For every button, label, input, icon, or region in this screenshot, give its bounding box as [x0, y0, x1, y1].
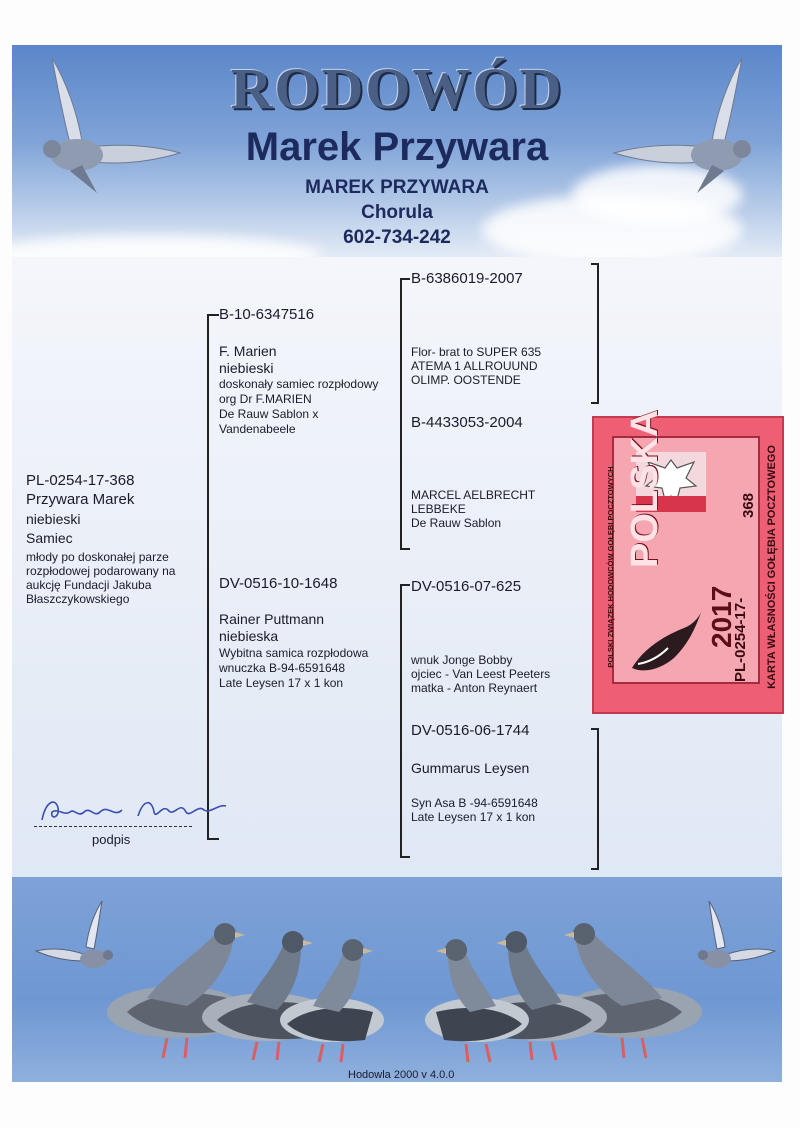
sd-ring: B-4433053-2004 — [411, 414, 523, 431]
tree-line — [591, 728, 599, 730]
sire-note: De Rauw Sablon x — [219, 407, 319, 421]
signature-line — [34, 826, 192, 827]
signature-icon — [38, 790, 238, 830]
card-ring-number: 368 — [740, 492, 757, 518]
bird-color: niebieski — [26, 511, 81, 527]
dam-ring: DV-0516-10-1648 — [219, 575, 338, 592]
dd-note: Late Leysen 17 x 1 kon — [411, 810, 536, 824]
dd-name: Gummarus Leysen — [411, 760, 530, 776]
tree-line — [597, 728, 599, 870]
dam-note: Late Leysen 17 x 1 kon — [219, 676, 344, 690]
tree-line — [591, 402, 599, 404]
ss-note: OLIMP. OOSTENDE — [411, 373, 521, 387]
owner-phone: 602-734-242 — [343, 227, 451, 248]
bird-note: młody po doskonałej parze — [26, 550, 169, 564]
bird-sex: Samiec — [26, 530, 73, 546]
ds-note: matka - Anton Reynaert — [411, 681, 538, 695]
sire-color: niebieski — [219, 360, 274, 376]
sire-note: Vandenabeele — [219, 422, 296, 436]
dam-note: wnuczka B-94-6591648 — [219, 661, 346, 675]
ds-ring: DV-0516-07-625 — [411, 578, 522, 595]
tree-line — [597, 263, 599, 404]
sd-note: LEBBEKE — [411, 502, 466, 516]
pigeon-group-icon — [67, 902, 387, 1067]
bird-note: rozpłodowej podarowany na — [26, 564, 176, 578]
sd-note: De Rauw Sablon — [411, 516, 502, 530]
sire-ring: B-10-6347516 — [219, 306, 315, 323]
ss-ring: B-6386019-2007 — [411, 270, 523, 287]
ss-note: Flor- brat to SUPER 635 — [411, 345, 542, 359]
tree-line — [207, 314, 209, 840]
ss-note: ATEMA 1 ALLROUUND — [411, 359, 538, 373]
sire-note: org Dr F.MARIEN — [219, 392, 312, 406]
sire-name: F. Marien — [219, 343, 277, 359]
card-title-side: KARTA WŁASNOŚCI GOŁĘBIA POCZTOWEGO — [766, 445, 778, 689]
card-year: 2017 — [706, 585, 737, 648]
card-ring-prefix: PL-0254-17- — [732, 597, 749, 682]
tree-line — [591, 263, 599, 265]
software-version: Hodowla 2000 v 4.0.0 — [348, 1069, 455, 1081]
bird-ring: PL-0254-17-368 — [26, 472, 135, 489]
dam-name: Rainer Puttmann — [219, 611, 325, 627]
tree-line — [400, 548, 410, 550]
owner-name: Marek Przywara — [245, 125, 549, 169]
dam-note: Wybitna samica rozpłodowa — [219, 646, 369, 660]
dd-ring: DV-0516-06-1744 — [411, 722, 530, 739]
card-inner — [612, 409, 760, 684]
tree-line — [400, 584, 410, 586]
bird-name: Przywara Marek — [26, 491, 135, 508]
ds-note: ojciec - Van Leest Peeters — [411, 667, 551, 681]
ds-note: wnuk Jonge Bobby — [411, 653, 513, 667]
tree-line — [400, 584, 402, 858]
pigeon-silhouette-icon — [624, 608, 704, 680]
header-banner — [12, 45, 782, 257]
sire-note: doskonały samiec rozpłodowy — [219, 377, 379, 391]
page-title: RODOWÓD — [230, 56, 564, 121]
tree-line — [207, 838, 219, 840]
dd-note: Syn Asa B -94-6591648 — [411, 796, 538, 810]
owner-city: Chorula — [361, 202, 433, 223]
tree-line — [400, 278, 410, 280]
owner-name-caps: MAREK PRZYWARA — [305, 177, 489, 198]
tree-line — [207, 314, 219, 316]
tree-line — [400, 278, 402, 550]
card-country: POLSKA — [624, 409, 666, 568]
signature-label: podpis — [92, 832, 131, 847]
bird-note: aukcję Fundacji Jakuba — [26, 578, 152, 592]
pigeon-group-icon — [422, 902, 742, 1067]
dam-color: niebieska — [219, 628, 279, 644]
tree-line — [400, 856, 410, 858]
card-org-left: POLSKI ZWIĄZEK HODOWCÓW GOŁĘBI POCZTOWYCH — [606, 466, 615, 668]
footer-banner — [12, 877, 782, 1082]
ownership-card — [592, 409, 784, 714]
sd-note: MARCEL AELBRECHT — [411, 488, 536, 502]
tree-line — [591, 868, 599, 870]
bird-note: Błaszczykowskiego — [26, 592, 130, 606]
